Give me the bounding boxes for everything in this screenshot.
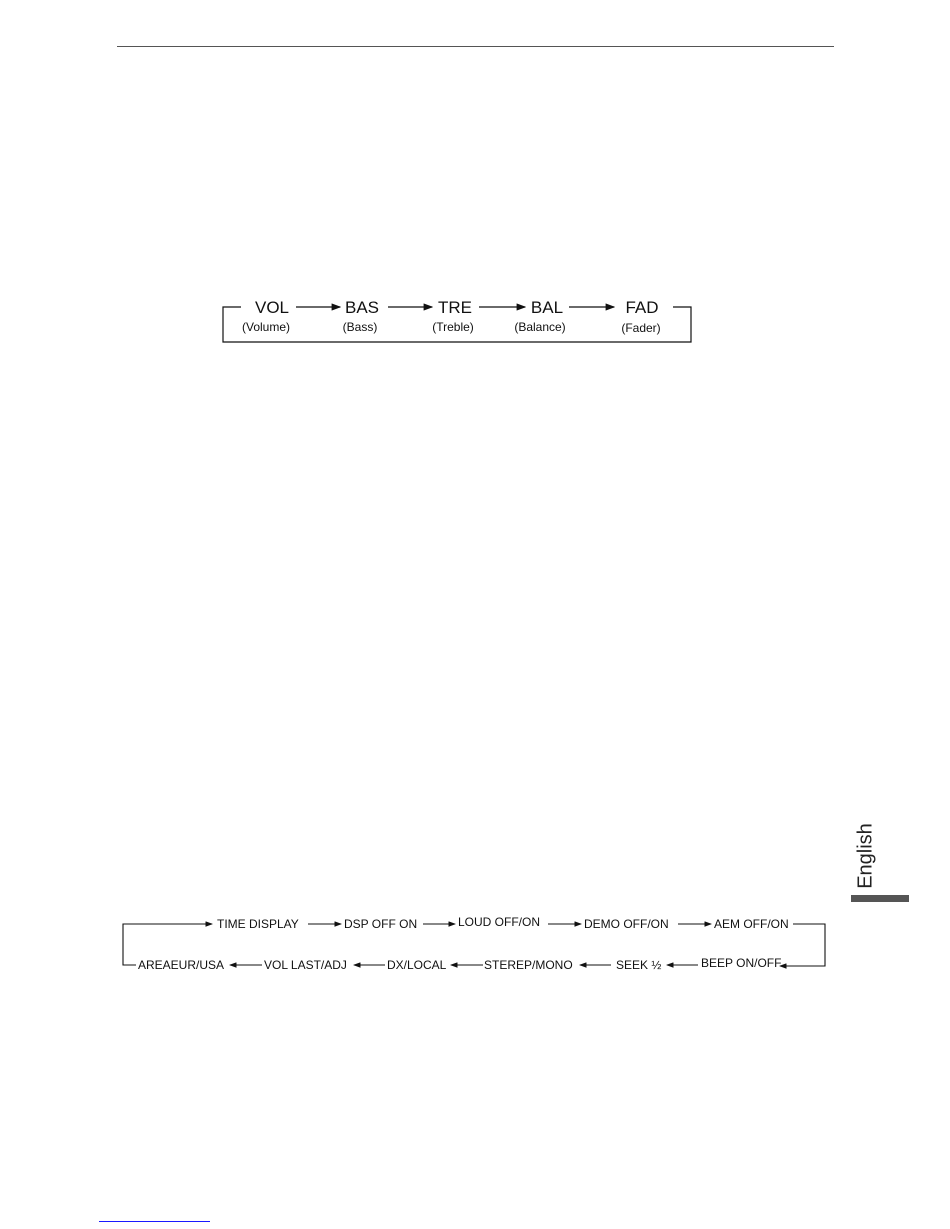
audio-item-desc: (Treble): [432, 320, 474, 334]
audio-item-code: VOL: [254, 298, 290, 317]
menu-item-seek: SEEK ½: [616, 958, 662, 972]
menu-item-stereo: STEREP/MONO: [484, 958, 573, 972]
menu-item-aem: AEM OFF/ON: [714, 917, 789, 931]
footer-link-underline: [99, 1221, 210, 1222]
audio-item-desc: (Balance): [514, 320, 566, 334]
menu-item-vol: VOL LAST/ADJ: [264, 958, 347, 972]
menu-item-demo: DEMO OFF/ON: [584, 917, 669, 931]
audio-item-desc: (Bass): [342, 320, 378, 334]
menu-item-loud: LOUD OFF/ON: [458, 915, 541, 929]
menu-item-dsp: DSP OFF ON: [344, 917, 418, 931]
menu-item-time-display: TIME DISPLAY: [217, 917, 299, 931]
menu-item-area: AREAEUR/USA: [138, 958, 225, 972]
audio-item-desc: (Fader): [621, 321, 661, 335]
audio-item-desc: (Volume): [241, 320, 291, 334]
audio-item-code: BAL: [530, 298, 564, 317]
audio-item-code: FAD: [625, 298, 659, 317]
audio-item-code: TRE: [438, 298, 472, 317]
menu-item-dx: DX/LOCAL: [387, 958, 447, 972]
menu-item-beep: BEEP ON/OFF: [701, 956, 782, 970]
audio-item-code: BAS: [344, 298, 380, 317]
language-tab-label: English: [854, 823, 877, 889]
